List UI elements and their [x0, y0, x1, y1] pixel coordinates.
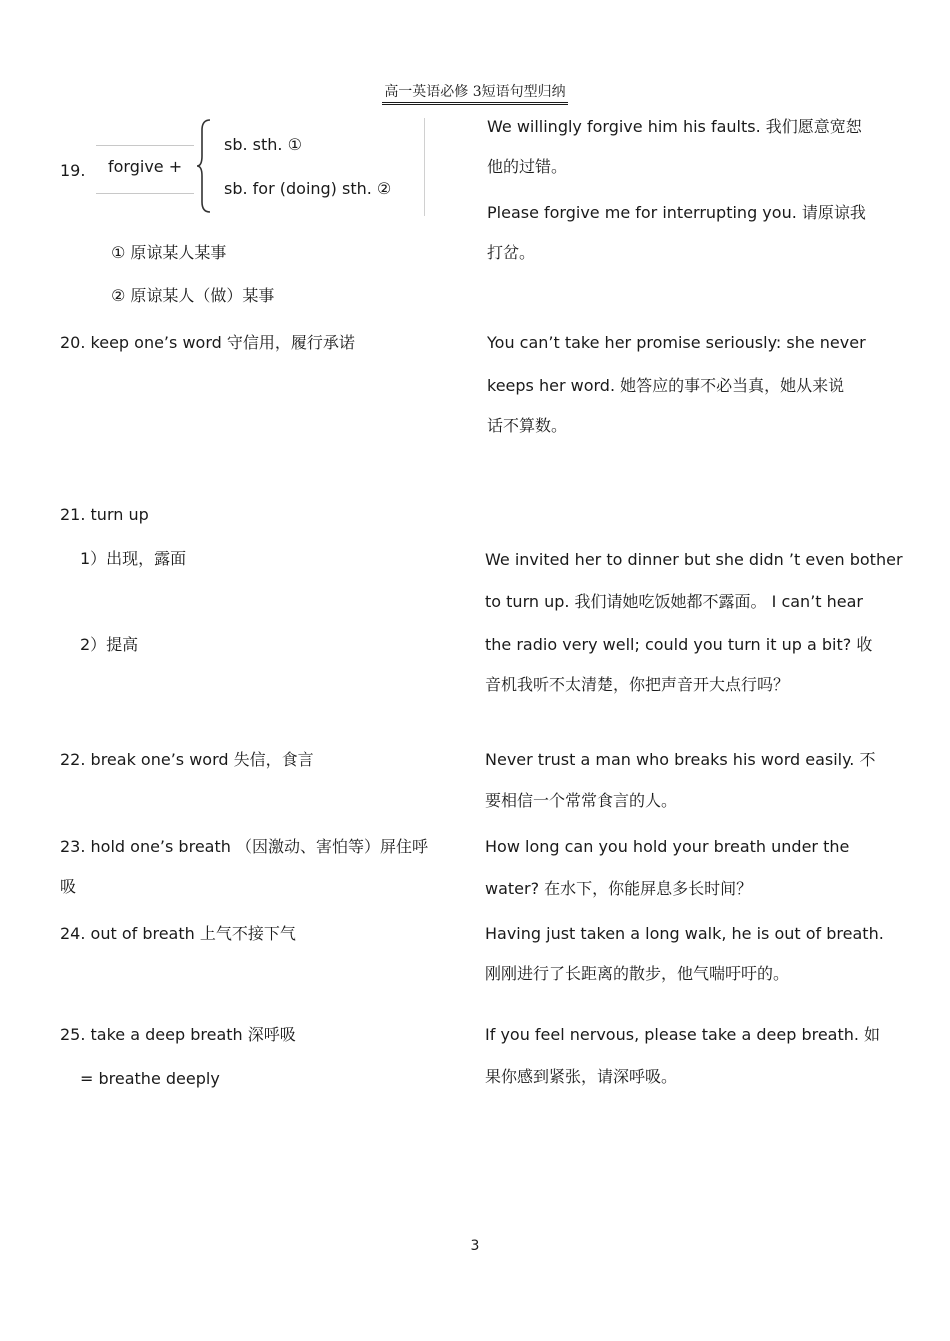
- item-24-heading: 24. out of breath 上气不接下气: [60, 924, 296, 943]
- example-21-line-1: We invited her to dinner but she didn ’t even bother: [485, 550, 903, 569]
- item-20-heading: 20. keep one’s word 守信用，履行承诺: [60, 333, 355, 352]
- example-23-line-2: water? 在水下，你能屏息多长时间？: [485, 879, 753, 898]
- example-21-line-3: the radio very well; could you turn it up a bit? 收: [485, 635, 873, 654]
- example-25-line-1: If you feel nervous, please take a deep breath. 如: [485, 1025, 881, 1044]
- example-19a-line-2: 他的过错。: [487, 157, 568, 176]
- example-20-line-3: 话不算数。: [487, 416, 568, 435]
- item-25-synonym: = breathe deeply: [80, 1069, 220, 1088]
- example-19a-line-1: We willingly forgive him his faults. 我们愿意宽恕: [487, 117, 862, 136]
- item-number-19: 19.: [60, 161, 86, 180]
- page-number: 3: [470, 1238, 480, 1254]
- forgive-option-2: sb. for (doing) sth. ②: [224, 179, 392, 198]
- example-24-line-2: 刚刚进行了长距离的散步，他气喘吁吁的。: [485, 964, 790, 983]
- example-19b-line-1: Please forgive me for interrupting you. 请原谅我: [487, 203, 866, 222]
- item-23-heading-line-1: 23. hold one’s breath （因激动、害怕等）屏住呼: [60, 837, 428, 856]
- example-23-line-1: How long can you hold your breath under the: [485, 837, 850, 856]
- item-22-heading: 22. break one’s word 失信，食言: [60, 750, 314, 769]
- example-22-line-2: 要相信一个常常食言的人。: [485, 791, 678, 810]
- example-24-line-1: Having just taken a long walk, he is out of breath.: [485, 924, 884, 943]
- item-23-heading-line-2: 吸: [60, 877, 77, 896]
- table-divider: [424, 118, 425, 216]
- example-20-line-1: You can’t take her promise seriously: she never: [487, 333, 866, 352]
- header-title: 高一英语必修 3短语句型归纳: [382, 84, 567, 105]
- brace-icon: [196, 118, 214, 214]
- forgive-note-2: ② 原谅某人（做）某事: [111, 286, 275, 305]
- item-21-heading: 21. turn up: [60, 505, 149, 524]
- example-21-line-4: 音机我听不太清楚，你把声音开大点行吗？: [485, 675, 790, 694]
- example-20-line-2: keeps her word. 她答应的事不必当真，她从来说: [487, 376, 845, 395]
- forgive-note-1: ① 原谅某人某事: [111, 243, 227, 262]
- example-21-line-2: to turn up. 我们请她吃饭她都不露面。 I can’t hear: [485, 592, 864, 611]
- page-header: [0, 82, 950, 105]
- example-19b-line-2: 打岔。: [487, 243, 536, 262]
- item-25-heading: 25. take a deep breath 深呼吸: [60, 1025, 296, 1044]
- forgive-keyword: forgive +: [108, 157, 183, 176]
- forgive-option-1: sb. sth. ①: [224, 135, 302, 154]
- item-21-sense-2: 2）提高: [80, 635, 139, 654]
- example-22-line-1: Never trust a man who breaks his word easily. 不: [485, 750, 876, 769]
- example-25-line-2: 果你感到紧张，请深呼吸。: [485, 1067, 678, 1086]
- item-21-sense-1: 1）出现，露面: [80, 549, 187, 568]
